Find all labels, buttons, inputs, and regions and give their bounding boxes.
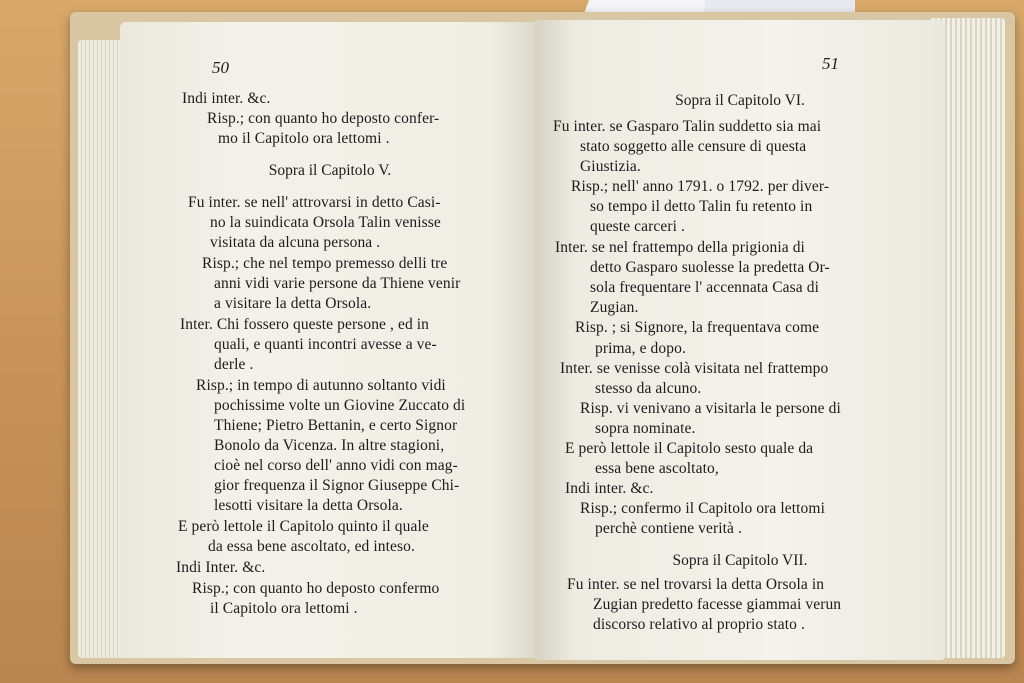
text-line: stesso da alcuno. [595,380,702,397]
text-line: Risp.; nell' anno 1791. o 1792. per diver- [571,178,830,195]
text-line: Inter. se venisse colà visitata nel frattempo [560,360,829,377]
text-line: perchè contiene verità . [595,520,742,537]
text-line: Thiene; Pietro Bettanin, e certo Signor [214,417,458,434]
text-line: Indi inter. &c. [565,480,654,497]
text-line: detto Gasparo suolesse la predetta Or- [590,259,830,276]
text-line: queste carceri . [590,218,685,235]
chapter-heading: Sopra il Capitolo V. [268,162,392,179]
text-line: sola frequentare l' accennata Casa di [590,279,819,296]
text-line: visitata da alcuna persona . [210,234,381,251]
chapter-heading: Sopra il Capitolo VI. [675,92,805,109]
text-line: lesotti visitare la detta Orsola. [214,497,403,514]
text-line: Risp. vi venivano a visitarla le persone di [580,400,841,417]
text-line: Bonolo da Vicenza. In altre stagioni, [214,437,445,454]
text-line: sopra nominate. [595,420,696,437]
text-line: pochissime volte un Giovine Zuccato di [214,397,466,414]
text-line: da essa bene ascoltato, ed inteso. [208,538,415,555]
text-line: Risp. ; si Signore, la frequentava come [575,319,820,336]
text-line: Zugian. [590,299,639,316]
text-line: cioè nel corso dell' anno vidi con mag- [214,457,458,474]
text-line: Risp.; con quanto ho deposto confer- [207,110,440,127]
text-line: il Capitolo ora lettomi . [210,600,358,617]
text-line: Giustizia. [580,158,641,175]
text-line: gior frequenza il Signor Giuseppe Chi- [214,477,460,494]
text-line: Risp.; confermo il Capitolo ora lettomi [580,500,825,517]
left-page [120,22,540,658]
text-line: prima, e dopo. [595,340,686,357]
text-line: E però lettole il Capitolo quinto il quale [178,518,429,535]
text-line: Risp.; con quanto ho deposto confermo [192,580,440,597]
text-line: stato soggetto alle censure di questa [580,138,807,155]
text-line: E però lettole il Capitolo sesto quale da [565,440,814,457]
text-line: a visitare la detta Orsola. [214,295,372,312]
text-line: Indi Inter. &c. [176,559,266,576]
text-line: mo il Capitolo ora lettomi . [218,130,390,147]
page-number-left: 50 [212,58,229,77]
text-line: Fu inter. se nell' attrovarsi in detto Casi- [188,194,441,211]
text-line: anni vidi varie persone da Thiene venir [214,275,461,292]
text-line: Risp.; che nel tempo premesso delli tre [202,255,448,272]
text-line: Inter. Chi fossero queste persone , ed in [180,316,430,333]
text-line: Fu inter. se Gasparo Talin suddetto sia mai [553,118,822,135]
text-line: derle . [214,356,254,373]
text-line: no la suindicata Orsola Talin venisse [210,214,441,231]
text-line: so tempo il detto Talin fu retento in [590,198,813,215]
chapter-heading: Sopra il Capitolo VII. [672,552,808,569]
text-line: quali, e quanti incontri avesse a ve- [214,336,437,353]
text-line: essa bene ascoltato, [595,460,719,477]
right-page [535,20,945,660]
text-line: Indi inter. &c. [182,90,271,107]
text-line: Fu inter. se nel trovarsi la detta Orsola in [567,576,825,593]
text-line: discorso relativo al proprio stato . [593,616,805,633]
page-number-right: 51 [822,54,839,73]
text-line: Zugian predetto facesse giammai verun [593,596,842,613]
text-line: Inter. se nel frattempo della prigionia di [555,239,805,256]
text-line: Risp.; in tempo di autunno soltanto vidi [196,377,446,394]
